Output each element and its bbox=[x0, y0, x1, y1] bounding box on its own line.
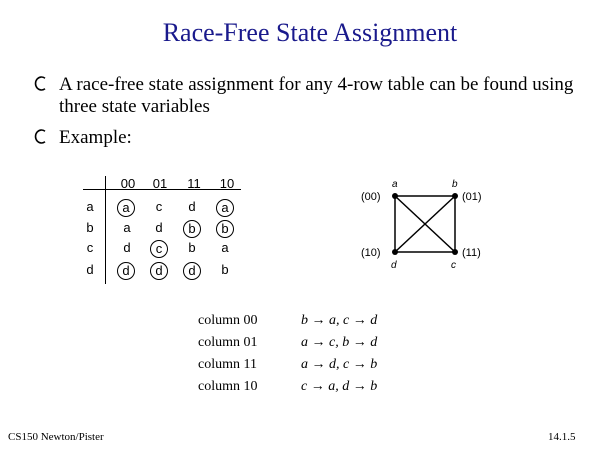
column-header: 10 bbox=[219, 176, 235, 191]
table-cell: a bbox=[123, 220, 131, 235]
row-label: c bbox=[86, 240, 94, 255]
stable-state-cell: d bbox=[117, 262, 135, 280]
stable-state-cell: b bbox=[216, 220, 234, 238]
row-label: b bbox=[86, 220, 94, 235]
transition-text: a → d, c → b bbox=[301, 357, 378, 372]
state-node-code: (01) bbox=[462, 191, 482, 203]
table-vertical-rule bbox=[105, 176, 106, 284]
stable-state-cell: b bbox=[183, 220, 201, 238]
state-node-code: (10) bbox=[361, 247, 381, 259]
table-cell: a bbox=[221, 240, 229, 255]
state-diagram bbox=[355, 176, 495, 276]
column-header: 00 bbox=[120, 176, 136, 191]
stable-state-cell: d bbox=[183, 262, 201, 280]
table-cell: c bbox=[155, 199, 163, 214]
transitions-list bbox=[198, 313, 458, 403]
stable-state-cell: a bbox=[216, 199, 234, 217]
stable-state-cell: d bbox=[150, 262, 168, 280]
table-cell: b bbox=[188, 240, 196, 255]
footer-course: CS150 Newton/Pister bbox=[8, 431, 104, 443]
column-header: 11 bbox=[187, 176, 201, 191]
transition-text: c → a, d → b bbox=[301, 379, 378, 394]
transition-column-label: column 00 bbox=[198, 313, 258, 328]
flow-table bbox=[78, 176, 258, 286]
transition-column-label: column 10 bbox=[198, 379, 258, 394]
stable-state-cell: c bbox=[150, 240, 168, 258]
bullet-text: A race-free state assignment for any 4-row table can be found using three state variables bbox=[59, 74, 574, 117]
transition-text: a → c, b → d bbox=[301, 335, 378, 350]
row-label: d bbox=[86, 262, 94, 277]
state-node-code: (00) bbox=[361, 191, 381, 203]
transition-text: b → a, c → d bbox=[301, 313, 378, 328]
slide-title: Race-Free State Assignment bbox=[162, 18, 458, 47]
bullet-icon bbox=[34, 129, 47, 144]
row-label: a bbox=[86, 199, 94, 214]
column-header: 01 bbox=[152, 176, 168, 191]
table-cell: d bbox=[188, 199, 196, 214]
state-node-letter: a bbox=[392, 179, 398, 190]
state-node-letter: d bbox=[391, 260, 397, 271]
state-node-letter: b bbox=[452, 179, 458, 190]
state-node-letter: c bbox=[451, 260, 456, 271]
transition-column-label: column 01 bbox=[198, 335, 258, 350]
state-node-code: (11) bbox=[462, 247, 481, 259]
footer-slide-number: 14.1.5 bbox=[548, 431, 576, 443]
transition-column-label: column 11 bbox=[198, 357, 257, 372]
bullet-icon bbox=[34, 76, 47, 91]
table-cell: d bbox=[155, 220, 163, 235]
table-cell: b bbox=[221, 262, 229, 277]
stable-state-cell: a bbox=[117, 199, 135, 217]
bullet-text: Example: bbox=[59, 127, 132, 148]
table-cell: d bbox=[123, 240, 131, 255]
